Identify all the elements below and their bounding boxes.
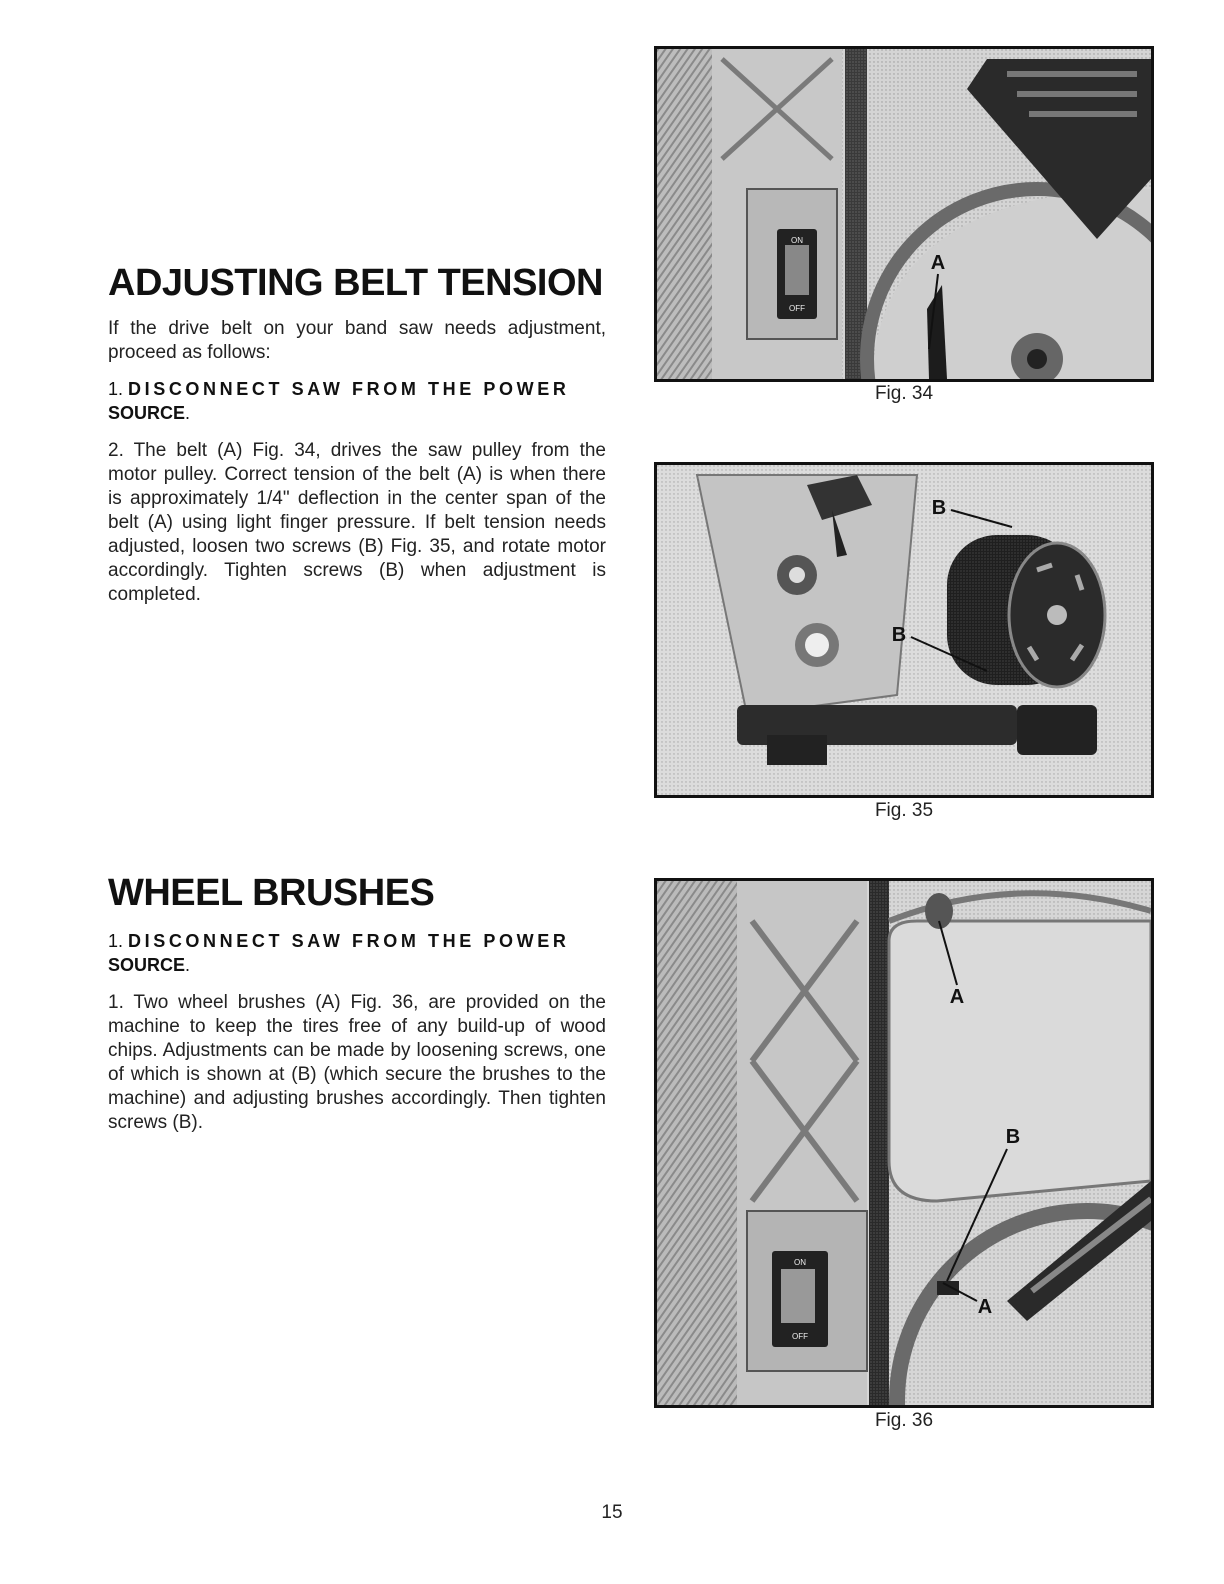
step-warning-text-end: SOURCE xyxy=(108,403,186,423)
figure-34-photo xyxy=(654,46,1154,382)
fig35-callout-b-bottom: B xyxy=(891,624,907,646)
step-warning-text: DISCONNECT SAW FROM THE POWER xyxy=(128,379,570,399)
step-number: 1. xyxy=(108,379,124,399)
figure-35-photo xyxy=(654,462,1154,798)
wheel-brushes-heading: WHEEL BRUSHES xyxy=(108,872,435,914)
step-period: . xyxy=(185,955,191,975)
figure-36-caption: Fig. 36 xyxy=(874,1410,934,1431)
figure-34-caption: Fig. 34 xyxy=(874,383,934,404)
figure-36-photo xyxy=(654,878,1154,1408)
fig36-callout-a-bottom: A xyxy=(977,1296,993,1318)
belt-tension-heading: ADJUSTING BELT TENSION xyxy=(108,262,603,304)
wheel-brushes-step-2: 1. Two wheel brushes (A) Fig. 36, are provided on the machine to keep the tires free of any build-up of wood chips. Adjustments can be made by loosening screws, one of which is shown at (B) (which secure the brushes to the machine) and adjusting brushes accordingly. Then tighten screws (B). xyxy=(108,992,606,1133)
wheel-brushes-step-1 xyxy=(108,929,606,977)
belt-tension-step-1 xyxy=(108,377,606,425)
step-period: . xyxy=(185,403,191,423)
fig34-callout-a: A xyxy=(930,252,946,274)
fig36-switch-on-label: ON xyxy=(794,1258,806,1267)
page-number: 15 xyxy=(601,1502,623,1523)
fig35-callout-b-top: B xyxy=(931,497,947,519)
figure-35-caption: Fig. 35 xyxy=(874,800,934,821)
wheel-brushes-section xyxy=(108,872,606,1135)
belt-tension-intro: If the drive belt on your band saw needs adjustment, proceed as follows: xyxy=(108,318,606,363)
fig34-switch-off-label: OFF xyxy=(789,304,805,313)
step-warning-text: DISCONNECT SAW FROM THE POWER xyxy=(128,931,570,951)
step-number: 1. xyxy=(108,931,124,951)
fig34-switch-on-label: ON xyxy=(791,236,803,245)
fig36-switch-off-label: OFF xyxy=(792,1332,808,1341)
fig36-callout-a-top: A xyxy=(949,986,965,1008)
fig36-callout-b: B xyxy=(1005,1126,1021,1148)
step-warning-text-end: SOURCE xyxy=(108,955,186,975)
belt-tension-section xyxy=(108,262,606,607)
belt-tension-step-2: 2. The belt (A) Fig. 34, drives the saw pulley from the motor pulley. Correct tension of the belt (A) is when there is approximately 1/4" deflection in the center span of the belt (A) using light finger pressure. If belt tension needs adjusted, loosen two screws (B) Fig. 35, and rotate motor accordingly. Tighten screws (B) when adjustment is completed. xyxy=(108,440,606,605)
